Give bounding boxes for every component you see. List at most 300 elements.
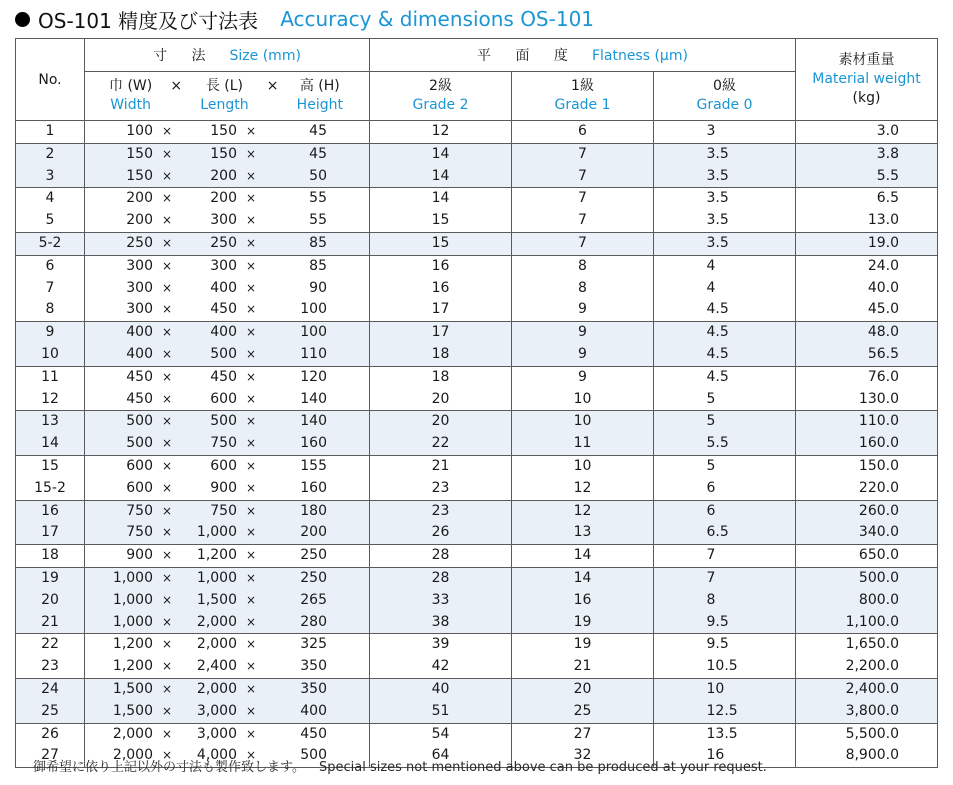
cell-size — [85, 278, 370, 300]
cell-width: 500 — [126, 435, 153, 452]
header-no: No. — [16, 39, 85, 121]
cell-grade-0: 4 — [654, 255, 796, 277]
cell-no: 7 — [16, 278, 85, 300]
cell-no: 5-2 — [16, 232, 85, 255]
cell-width: 900 — [126, 547, 153, 564]
cell-weight: 800.0 — [796, 590, 938, 612]
cell-height: 50 — [309, 167, 327, 184]
cell-length: 600 — [210, 390, 237, 407]
cell-grade-2: 26 — [370, 522, 512, 544]
cell-height: 250 — [300, 569, 327, 586]
cell-height: 140 — [300, 390, 327, 407]
cell-weight: 110.0 — [796, 411, 938, 433]
cell-no: 15-2 — [16, 478, 85, 500]
cell-weight: 3.8 — [796, 143, 938, 165]
cell-weight: 76.0 — [796, 366, 938, 388]
cell-size — [85, 701, 370, 723]
cell-width: 750 — [126, 524, 153, 541]
cell-grade-1: 9 — [512, 299, 654, 321]
table-row — [16, 278, 938, 300]
cell-height: 450 — [300, 725, 327, 742]
cell-height: 160 — [300, 479, 327, 496]
cell-size — [85, 255, 370, 277]
cell-grade-2: 14 — [370, 188, 512, 210]
table-row — [16, 344, 938, 366]
cell-grade-1: 14 — [512, 567, 654, 589]
cell-width: 1,000 — [112, 569, 153, 586]
cell-no: 16 — [16, 500, 85, 522]
cell-grade-1: 16 — [512, 590, 654, 612]
cell-weight: 3,800.0 — [796, 701, 938, 723]
cell-grade-1: 14 — [512, 545, 654, 568]
cell-height: 280 — [300, 613, 327, 630]
cell-no: 12 — [16, 389, 85, 411]
cell-grade-1: 8 — [512, 255, 654, 277]
times-sign: × — [161, 414, 173, 429]
cell-length: 3,000 — [196, 725, 237, 742]
cell-no: 19 — [16, 567, 85, 589]
cell-height: 400 — [300, 702, 327, 719]
table-row — [16, 701, 938, 723]
cell-length: 2,400 — [196, 658, 237, 675]
cell-width: 200 — [126, 212, 153, 229]
cell-grade-0: 5 — [654, 455, 796, 477]
cell-grade-0: 3.5 — [654, 210, 796, 232]
header-times-1: × — [170, 78, 183, 94]
cell-width: 400 — [126, 345, 153, 362]
table-row — [16, 366, 938, 388]
cell-height: 110 — [300, 345, 327, 362]
cell-grade-2: 38 — [370, 612, 512, 634]
cell-width: 450 — [126, 390, 153, 407]
cell-no: 17 — [16, 522, 85, 544]
cell-grade-1: 20 — [512, 678, 654, 700]
cell-grade-2: 28 — [370, 545, 512, 568]
times-sign: × — [161, 703, 173, 718]
cell-grade-0: 4.5 — [654, 322, 796, 344]
cell-no: 26 — [16, 723, 85, 745]
header-width: 巾 (W) Width — [109, 78, 153, 113]
cell-length: 200 — [210, 190, 237, 207]
cell-size — [85, 634, 370, 656]
times-sign: × — [245, 614, 257, 629]
cell-grade-0: 4 — [654, 278, 796, 300]
cell-width: 100 — [126, 123, 153, 139]
cell-height: 55 — [309, 190, 327, 207]
table-row — [16, 433, 938, 455]
cell-weight: 48.0 — [796, 322, 938, 344]
cell-weight: 40.0 — [796, 278, 938, 300]
cell-height: 500 — [300, 747, 327, 764]
cell-grade-2: 18 — [370, 344, 512, 366]
cell-grade-0: 4.5 — [654, 299, 796, 321]
header-times-2: × — [266, 78, 279, 94]
cell-grade-2: 17 — [370, 299, 512, 321]
cell-grade-2: 20 — [370, 389, 512, 411]
times-sign: × — [161, 570, 173, 585]
times-sign: × — [161, 369, 173, 384]
cell-width: 750 — [126, 502, 153, 519]
cell-length: 150 — [210, 123, 237, 139]
cell-no: 25 — [16, 701, 85, 723]
times-sign: × — [161, 346, 173, 361]
table-row — [16, 121, 938, 144]
cell-length: 750 — [210, 502, 237, 519]
cell-length: 2,000 — [196, 680, 237, 697]
cell-size — [85, 411, 370, 433]
cell-weight: 56.5 — [796, 344, 938, 366]
cell-weight: 500.0 — [796, 567, 938, 589]
table-row — [16, 232, 938, 255]
cell-no: 14 — [16, 433, 85, 455]
cell-length: 750 — [210, 435, 237, 452]
cell-weight: 340.0 — [796, 522, 938, 544]
cell-grade-1: 7 — [512, 210, 654, 232]
cell-grade-1: 13 — [512, 522, 654, 544]
cell-height: 250 — [300, 547, 327, 564]
header-height: 高 (H) Height — [296, 78, 343, 113]
cell-grade-0: 10.5 — [654, 656, 796, 678]
times-sign: × — [245, 280, 257, 295]
table-row — [16, 612, 938, 634]
table-row — [16, 656, 938, 678]
cell-height: 155 — [300, 457, 327, 474]
table-row — [16, 255, 938, 277]
cell-grade-1: 9 — [512, 366, 654, 388]
header-weight: 素材重量 Material weight (kg) — [796, 39, 938, 121]
times-sign: × — [161, 258, 173, 273]
cell-grade-2: 17 — [370, 322, 512, 344]
cell-height: 55 — [309, 212, 327, 229]
times-sign: × — [245, 525, 257, 540]
times-sign: × — [161, 614, 173, 629]
times-sign: × — [245, 391, 257, 406]
times-sign: × — [161, 146, 173, 161]
cell-grade-2: 15 — [370, 232, 512, 255]
times-sign: × — [245, 325, 257, 340]
times-sign: × — [245, 748, 257, 763]
times-sign: × — [161, 280, 173, 295]
cell-grade-1: 19 — [512, 612, 654, 634]
table-row — [16, 166, 938, 188]
table-row — [16, 634, 938, 656]
times-sign: × — [161, 503, 173, 518]
cell-length: 4,000 — [196, 747, 237, 764]
cell-grade-2: 39 — [370, 634, 512, 656]
times-sign: × — [245, 258, 257, 273]
times-sign: × — [245, 369, 257, 384]
cell-grade-1: 6 — [512, 121, 654, 144]
cell-length: 300 — [210, 257, 237, 274]
cell-weight: 5,500.0 — [796, 723, 938, 745]
cell-grade-2: 18 — [370, 366, 512, 388]
times-sign: × — [161, 681, 173, 696]
cell-grade-0: 3.5 — [654, 143, 796, 165]
cell-size — [85, 232, 370, 255]
times-sign: × — [245, 592, 257, 607]
times-sign: × — [245, 302, 257, 317]
bullet-icon — [15, 12, 30, 27]
cell-grade-1: 7 — [512, 166, 654, 188]
cell-height: 265 — [300, 591, 327, 608]
cell-width: 600 — [126, 457, 153, 474]
cell-size — [85, 522, 370, 544]
cell-grade-2: 21 — [370, 455, 512, 477]
cell-grade-0: 9.5 — [654, 634, 796, 656]
cell-size — [85, 299, 370, 321]
cell-grade-0: 5.5 — [654, 433, 796, 455]
cell-size — [85, 433, 370, 455]
cell-height: 85 — [309, 234, 327, 251]
cell-length: 150 — [210, 145, 237, 162]
cell-length: 400 — [210, 279, 237, 296]
cell-grade-0: 12.5 — [654, 701, 796, 723]
table-row — [16, 567, 938, 589]
cell-size — [85, 590, 370, 612]
cell-grade-2: 40 — [370, 678, 512, 700]
cell-length: 3,000 — [196, 702, 237, 719]
times-sign: × — [161, 191, 173, 206]
cell-size — [85, 143, 370, 165]
footer-en: Special sizes not mentioned above can be produced at your request. — [318, 760, 767, 775]
cell-grade-1: 25 — [512, 701, 654, 723]
cell-size — [85, 166, 370, 188]
times-sign: × — [161, 637, 173, 652]
times-sign: × — [245, 124, 257, 138]
cell-length: 1,200 — [196, 547, 237, 564]
times-sign: × — [245, 480, 257, 495]
cell-length: 450 — [210, 301, 237, 318]
cell-width: 2,000 — [112, 747, 153, 764]
table-row — [16, 500, 938, 522]
cell-width: 1,200 — [112, 636, 153, 653]
times-sign: × — [245, 637, 257, 652]
cell-no: 13 — [16, 411, 85, 433]
cell-height: 100 — [300, 324, 327, 341]
cell-no: 4 — [16, 188, 85, 210]
cell-no: 18 — [16, 545, 85, 568]
times-sign: × — [245, 414, 257, 429]
cell-grade-0: 3.5 — [654, 188, 796, 210]
cell-grade-2: 42 — [370, 656, 512, 678]
cell-height: 45 — [309, 145, 327, 162]
table-row — [16, 143, 938, 165]
cell-height: 45 — [309, 123, 327, 139]
cell-length: 1,000 — [196, 524, 237, 541]
cell-grade-0: 4.5 — [654, 366, 796, 388]
cell-grade-2: 33 — [370, 590, 512, 612]
times-sign: × — [245, 146, 257, 161]
cell-grade-1: 10 — [512, 411, 654, 433]
cell-width: 150 — [126, 145, 153, 162]
cell-length: 500 — [210, 345, 237, 362]
cell-no: 2 — [16, 143, 85, 165]
table-row — [16, 455, 938, 477]
cell-weight: 3.0 — [796, 121, 938, 144]
cell-length: 400 — [210, 324, 237, 341]
cell-size — [85, 344, 370, 366]
cell-size — [85, 678, 370, 700]
cell-no: 9 — [16, 322, 85, 344]
cell-grade-1: 8 — [512, 278, 654, 300]
cell-length: 300 — [210, 212, 237, 229]
cell-length: 600 — [210, 457, 237, 474]
times-sign: × — [245, 436, 257, 451]
cell-grade-2: 51 — [370, 701, 512, 723]
times-sign: × — [245, 659, 257, 674]
cell-size — [85, 656, 370, 678]
cell-grade-2: 12 — [370, 121, 512, 144]
times-sign: × — [161, 748, 173, 763]
cell-no: 5 — [16, 210, 85, 232]
page-title — [15, 4, 594, 34]
times-sign: × — [161, 391, 173, 406]
cell-width: 500 — [126, 413, 153, 430]
cell-grade-1: 9 — [512, 322, 654, 344]
times-sign: × — [161, 480, 173, 495]
times-sign: × — [161, 213, 173, 228]
cell-height: 120 — [300, 368, 327, 385]
times-sign: × — [161, 302, 173, 317]
cell-grade-0: 3.5 — [654, 232, 796, 255]
times-sign: × — [161, 548, 173, 563]
cell-width: 200 — [126, 190, 153, 207]
cell-grade-0: 5 — [654, 411, 796, 433]
cell-weight: 19.0 — [796, 232, 938, 255]
cell-width: 1,200 — [112, 658, 153, 675]
cell-grade-2: 20 — [370, 411, 512, 433]
cell-grade-2: 54 — [370, 723, 512, 745]
times-sign: × — [161, 168, 173, 183]
times-sign: × — [245, 168, 257, 183]
times-sign: × — [161, 525, 173, 540]
cell-weight: 650.0 — [796, 545, 938, 568]
times-sign: × — [245, 191, 257, 206]
cell-size — [85, 322, 370, 344]
cell-height: 100 — [300, 301, 327, 318]
table-row — [16, 188, 938, 210]
cell-width: 300 — [126, 279, 153, 296]
times-sign: × — [245, 703, 257, 718]
table-row — [16, 478, 938, 500]
cell-grade-1: 12 — [512, 500, 654, 522]
header-grade-1: 1級 Grade 1 — [512, 72, 654, 121]
cell-width: 1,000 — [112, 591, 153, 608]
cell-size — [85, 389, 370, 411]
header-length: 長 (L) Length — [200, 78, 249, 113]
cell-grade-2: 14 — [370, 166, 512, 188]
cell-grade-1: 27 — [512, 723, 654, 745]
times-sign: × — [245, 726, 257, 741]
cell-length: 450 — [210, 368, 237, 385]
cell-grade-1: 21 — [512, 656, 654, 678]
cell-no: 8 — [16, 299, 85, 321]
cell-size — [85, 455, 370, 477]
cell-width: 2,000 — [112, 725, 153, 742]
cell-grade-0: 3 — [654, 121, 796, 144]
cell-grade-0: 5 — [654, 389, 796, 411]
cell-grade-1: 7 — [512, 188, 654, 210]
cell-length: 200 — [210, 167, 237, 184]
cell-height: 160 — [300, 435, 327, 452]
cell-grade-2: 15 — [370, 210, 512, 232]
cell-grade-2: 64 — [370, 745, 512, 767]
table-row — [16, 322, 938, 344]
header-dimensions — [85, 72, 370, 121]
table-row — [16, 545, 938, 568]
cell-grade-2: 16 — [370, 255, 512, 277]
table-row — [16, 522, 938, 544]
cell-weight: 5.5 — [796, 166, 938, 188]
header-size: 寸 法 Size (mm) — [85, 39, 370, 72]
cell-grade-1: 7 — [512, 232, 654, 255]
footer-note — [33, 756, 767, 775]
cell-width: 600 — [126, 479, 153, 496]
spec-table — [15, 38, 938, 768]
table-row — [16, 590, 938, 612]
cell-weight: 8,900.0 — [796, 745, 938, 767]
cell-width: 250 — [126, 234, 153, 251]
cell-weight: 1,100.0 — [796, 612, 938, 634]
times-sign: × — [161, 124, 173, 138]
cell-length: 900 — [210, 479, 237, 496]
cell-no: 15 — [16, 455, 85, 477]
cell-grade-2: 22 — [370, 433, 512, 455]
cell-width: 400 — [126, 324, 153, 341]
times-sign: × — [245, 458, 257, 473]
times-sign: × — [161, 235, 173, 250]
cell-width: 300 — [126, 257, 153, 274]
cell-length: 1,000 — [196, 569, 237, 586]
cell-grade-0: 4.5 — [654, 344, 796, 366]
times-sign: × — [245, 503, 257, 518]
cell-weight: 150.0 — [796, 455, 938, 477]
cell-width: 300 — [126, 301, 153, 318]
times-sign: × — [161, 458, 173, 473]
cell-size — [85, 567, 370, 589]
title-en: Accuracy & dimensions OS-101 — [280, 7, 595, 31]
cell-length: 2,000 — [196, 636, 237, 653]
cell-height: 325 — [300, 636, 327, 653]
cell-no: 22 — [16, 634, 85, 656]
cell-width: 450 — [126, 368, 153, 385]
cell-height: 200 — [300, 524, 327, 541]
cell-no: 21 — [16, 612, 85, 634]
cell-length: 1,500 — [196, 591, 237, 608]
cell-height: 140 — [300, 413, 327, 430]
cell-grade-0: 6 — [654, 478, 796, 500]
cell-grade-1: 10 — [512, 455, 654, 477]
cell-no: 3 — [16, 166, 85, 188]
cell-grade-0: 9.5 — [654, 612, 796, 634]
cell-length: 250 — [210, 234, 237, 251]
times-sign: × — [245, 570, 257, 585]
cell-grade-2: 16 — [370, 278, 512, 300]
cell-weight: 2,400.0 — [796, 678, 938, 700]
cell-weight: 45.0 — [796, 299, 938, 321]
title-jp: OS-101 精度及び寸法表 — [38, 8, 259, 33]
cell-no: 11 — [16, 366, 85, 388]
cell-size — [85, 121, 370, 144]
times-sign: × — [245, 213, 257, 228]
cell-weight: 1,650.0 — [796, 634, 938, 656]
cell-height: 350 — [300, 680, 327, 697]
cell-grade-1: 10 — [512, 389, 654, 411]
cell-grade-0: 13.5 — [654, 723, 796, 745]
cell-grade-0: 16 — [654, 745, 796, 767]
table-row — [16, 210, 938, 232]
header-grade-0: 0級 Grade 0 — [654, 72, 796, 121]
